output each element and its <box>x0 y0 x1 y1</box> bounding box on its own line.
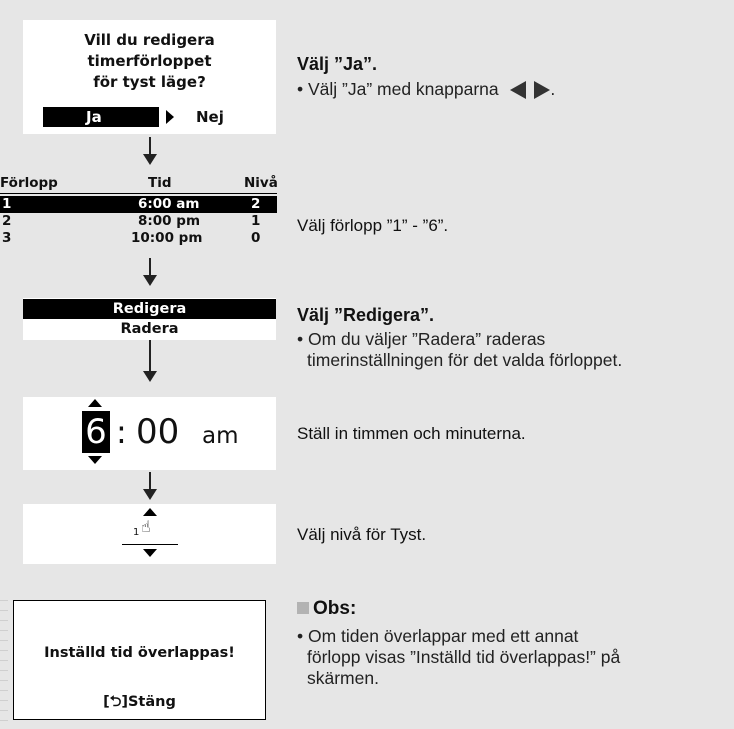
close-button[interactable]: [⮌]Stäng <box>103 694 176 710</box>
col-header-time: Tid <box>148 175 172 191</box>
ampm-field: am <box>202 423 239 449</box>
note-section <box>297 598 620 689</box>
step3-instruction <box>297 305 622 371</box>
step1-heading: Välj ”Ja”. <box>297 54 378 74</box>
menu-item-delete[interactable]: Radera <box>120 321 179 337</box>
flow-arrow-1 <box>149 137 151 155</box>
level-down-icon[interactable] <box>143 549 157 557</box>
note-heading: Obs: <box>297 598 620 620</box>
note-square-icon <box>297 602 309 614</box>
sequence-table <box>0 175 277 247</box>
flow-arrow-3 <box>149 340 151 372</box>
dialog-line-1: Vill du redigera <box>84 31 215 49</box>
menu-item-edit[interactable]: Redigera <box>23 299 276 319</box>
dialog-line-3: för tyst läge? <box>93 73 206 91</box>
hour-field[interactable]: 6 <box>82 411 110 453</box>
flow-arrow-2 <box>149 258 151 276</box>
level-underline <box>122 544 178 545</box>
edit-confirm-dialog <box>23 20 276 134</box>
table-row[interactable]: 3 10:00 pm 0 <box>2 230 261 246</box>
no-option[interactable]: Nej <box>196 108 224 126</box>
level-selector <box>23 504 276 564</box>
time-separator: : <box>116 413 127 451</box>
minutes-field[interactable]: 00 <box>136 412 180 452</box>
yes-option[interactable] <box>43 107 159 127</box>
step4-heading: Ställ in timmen och minuterna. <box>297 424 526 443</box>
table-header-row <box>0 175 277 194</box>
table-row[interactable]: 1 6:00 am 2 <box>0 196 277 213</box>
dialog-line-2: timerförloppet <box>87 52 212 70</box>
overlap-dialog <box>13 600 266 720</box>
step3-heading: Välj ”Redigera”. <box>297 305 435 325</box>
time-editor <box>23 397 276 470</box>
left-button-icon <box>510 81 526 99</box>
flow-arrow-4 <box>149 472 151 490</box>
col-header-level: Nivå <box>244 175 278 191</box>
step1-instruction <box>297 54 555 100</box>
background-gridlines <box>0 600 8 729</box>
level-up-icon[interactable] <box>143 508 157 516</box>
quiet-hand-icon: ☝ <box>141 517 151 536</box>
table-row[interactable]: 2 8:00 pm 1 <box>2 213 261 229</box>
right-button-icon <box>534 81 550 99</box>
yes-label: Ja <box>86 108 102 126</box>
overlap-message: Inställd tid överlappas! <box>44 645 235 661</box>
hour-down-icon[interactable] <box>88 456 102 464</box>
step3-bullet: • Om du väljer ”Radera” raderas timerinställningen för det valda förloppet. <box>297 329 623 370</box>
col-header-sequence: Förlopp <box>0 175 58 191</box>
step2-heading: Välj förlopp ”1” - ”6”. <box>297 216 449 235</box>
action-menu <box>23 298 276 340</box>
hour-up-icon[interactable] <box>88 399 102 407</box>
level-digit: 1 <box>133 527 140 538</box>
step5-heading: Välj nivå för Tyst. <box>297 525 427 544</box>
cursor-right-icon <box>166 110 174 124</box>
note-bullet: • Om tiden överlappar med ett annat förlopp visas ”Inställd tid överlappas!” på skärmen. <box>297 626 621 688</box>
step1-bullet: • Välj ”Ja” med knapparna . <box>297 79 556 99</box>
